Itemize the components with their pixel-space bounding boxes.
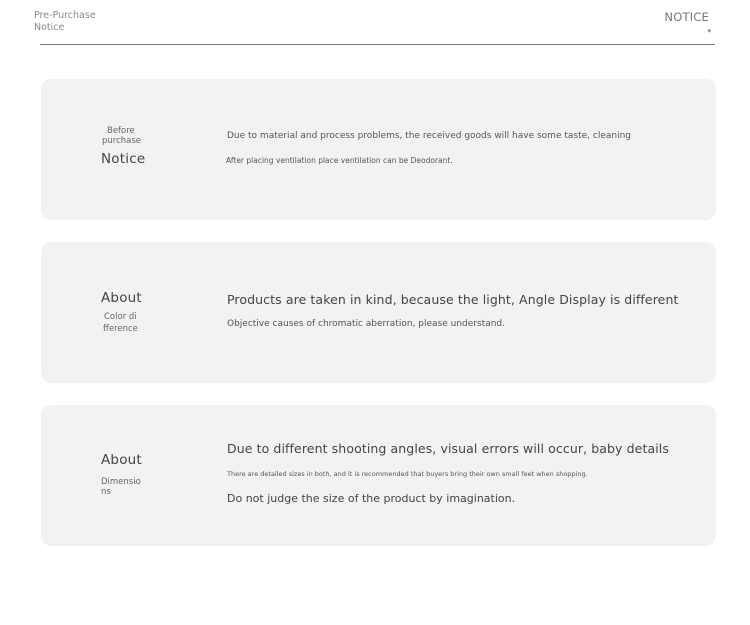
triangle-down-icon: ▾ [707, 27, 711, 35]
card2-label-small-2: fference [103, 324, 138, 334]
card3-line-2: There are detailed sizes in both, and it is recommended that buyers bring their own small feet when shopping. [227, 470, 588, 478]
card3-label-big: About [101, 452, 142, 468]
card3-line-3: Do not judge the size of the product by imagination. [227, 492, 516, 505]
header-left-line-2: Notice [34, 22, 65, 33]
about-color-difference-card [41, 242, 716, 383]
card1-line-1: Due to material and process problems, the received goods will have some taste, cleaning [227, 131, 631, 141]
card2-line-1: Products are taken in kind, because the light, Angle Display is different [227, 292, 679, 307]
before-purchase-notice-card [41, 79, 716, 220]
header-left-line-1: Pre-Purchase [34, 10, 96, 21]
card1-label-small-1: Before [107, 126, 135, 136]
header-divider [40, 44, 715, 45]
pre-purchase-notice-label [34, 10, 96, 34]
card2-line-2: Objective causes of chromatic aberration, please understand. [227, 319, 506, 329]
card1-label-big: Notice [101, 151, 146, 167]
card3-label-small-1: Dimensio [101, 477, 141, 487]
card1-line-2: After placing ventilation place ventilation can be Deodorant. [226, 156, 453, 165]
notice-title: NOTICE [664, 10, 709, 24]
card3-label-small-2: ns [101, 487, 111, 497]
notice-header [34, 10, 715, 45]
card2-label-small-1: Color di [104, 312, 137, 322]
card2-label-big: About [101, 290, 142, 306]
about-dimensions-card [41, 405, 716, 546]
card3-line-1: Due to different shooting angles, visual errors will occur, baby details [227, 441, 669, 456]
card1-label-small-2: purchase [102, 136, 142, 146]
